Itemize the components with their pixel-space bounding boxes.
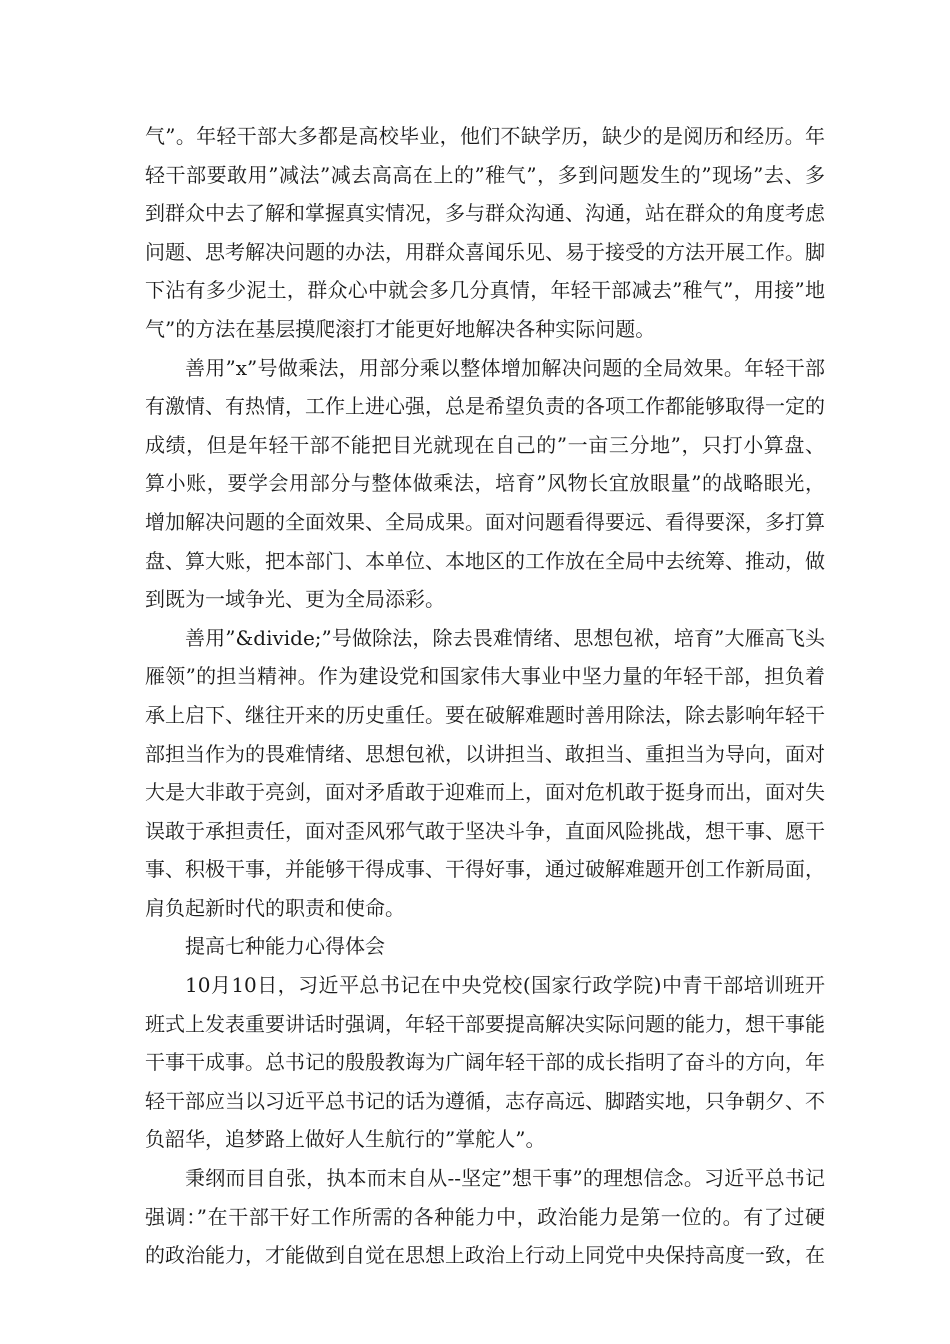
body-paragraph: 善用”x”号做乘法，用部分乘以整体增加解决问题的全局效果。年轻干部有激情、有热情，工作上进心强，总是希望负责的各项工作都能够取得一定的成绩，但是年轻干部不能把目光就现在自己的”一亩三分地”，只打小算盘、算小账，要学会用部分与整体做乘法，培育”风物长宜放眼量”的战略眼光，增加解决问题的全面效果、全局成果。面对问题看得要远、看得要深，多打算盘、算大账，把本部门、本单位、本地区的工作放在全局中去统筹、推动，做到既为一域争光、更为全局添彩。: [145, 355, 825, 612]
document-page: [145, 117, 825, 1275]
section-heading: 提高七种能力心得体会: [185, 934, 385, 959]
body-paragraph: 气”。年轻干部大多都是高校毕业，他们不缺学历，缺少的是阅历和经历。年轻干部要敢用”减法”减去高高在上的”稚气”，多到问题发生的”现场”去、多到群众中去了解和掌握真实情况，多与群众沟通、沟通，站在群众的角度考虑问题、思考解决问题的办法，用群众喜闻乐见、易于接受的方法开展工作。脚下沾有多少泥土，群众心中就会多几分真情，年轻干部减去”稚气”，用接”地气”的方法在基层摸爬滚打才能更好地解决各种实际问题。: [145, 124, 825, 341]
body-paragraph: 善用”&divide;”号做除法，除去畏难情绪、思想包袱，培育”大雁高飞头雁领”的担当精神。作为建设党和国家伟大事业中坚力量的年轻干部，担负着承上启下、继往开来的历史重任。要在破解难题时善用除法，除去影响年轻干部担当作为的畏难情绪、思想包袱，以讲担当、敢担当、重担当为导向，面对大是大非敢于亮剑，面对矛盾敢于迎难而上，面对危机敢于挺身而出，面对失误敢于承担责任，面对歪风邪气敢于坚决斗争，直面风险挑战，想干事、愿干事、积极干事，并能够干得成事、干得好事，通过破解难题开创工作新局面，肩负起新时代的职责和使命。: [145, 625, 825, 920]
body-paragraph: 秉纲而目自张，执本而末自从--坚定”想干事”的理想信念。习近平总书记强调：”在干部干好工作所需的各种能力中，政治能力是第一位的。有了过硬的政治能力，才能做到自觉在思想上政治上行动上同党中央保持高度一致，在: [145, 1166, 825, 1268]
body-paragraph: 10月10日，习近平总书记在中央党校(国家行政学院)中青干部培训班开班式上发表重要讲话时强调，年轻干部要提高解决实际问题的能力，想干事能干事干成事。总书记的殷殷教诲为广阔年轻干部的成长指明了奋斗的方向，年轻干部应当以习近平总书记的话为遵循，志存高远、脚踏实地，只争朝夕、不负韶华，追梦路上做好人生航行的”掌舵人”。: [145, 973, 825, 1152]
